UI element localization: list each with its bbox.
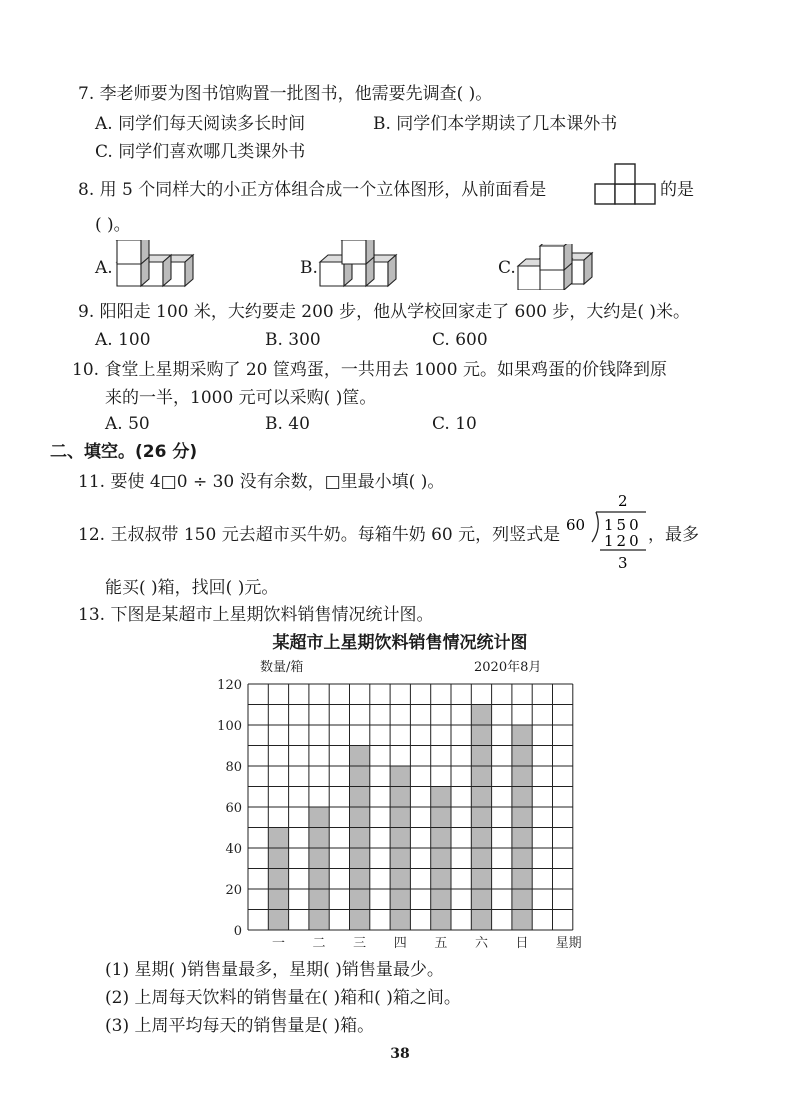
page-number: 38 xyxy=(390,1046,410,1062)
cube-figure-b-icon xyxy=(318,240,398,290)
x-tick-label: 一 xyxy=(271,936,285,951)
q8-option-a[interactable]: A. xyxy=(95,258,113,278)
cube-figure-a-icon xyxy=(115,240,195,290)
bar-5 xyxy=(431,787,451,931)
q8-stem-line2: ( )。 xyxy=(95,215,131,235)
y-tick-label: 0 xyxy=(233,924,242,939)
q9-stem: 9. 阳阳走 100 米，大约要走 200 步，他从学校回家走了 600 步，大约是( )米。 xyxy=(78,302,691,322)
cube-figure-c-icon xyxy=(516,244,596,290)
q10-option-c[interactable]: C. 10 xyxy=(432,414,477,434)
x-tick-label: 六 xyxy=(474,936,488,951)
division-dividend: 150 xyxy=(604,516,642,534)
q8-option-b[interactable]: B. xyxy=(300,258,318,278)
x-tick-label: 五 xyxy=(434,936,448,951)
q10-line1: 10. 食堂上星期采购了 20 筐鸡蛋，一共用去 1000 元。如果鸡蛋的价钱降到原 xyxy=(72,360,667,380)
q8-stem: 8. 用 5 个同样大的小正方体组合成一个立体图形，从前面看是 xyxy=(78,180,547,200)
q9-option-b[interactable]: B. 300 xyxy=(265,330,321,350)
section-2-title: 二、填空。(26 分) xyxy=(50,442,198,462)
x-axis-label: 星期 xyxy=(555,936,582,951)
division-remainder: 3 xyxy=(618,554,628,572)
x-tick-label: 三 xyxy=(353,936,367,951)
chart-y-label: 数量/箱 xyxy=(260,660,304,675)
q7-stem: 7. 李老师要为图书馆购置一批图书，他需要先调查( )。 xyxy=(78,84,493,104)
bar-1 xyxy=(268,828,288,931)
chart-date: 2020年8月 xyxy=(474,660,542,675)
bar-3 xyxy=(350,746,370,931)
x-tick-label: 日 xyxy=(515,936,529,951)
y-tick-label: 100 xyxy=(217,719,242,734)
long-division xyxy=(566,490,648,574)
q8-stem-after: 的是 xyxy=(660,180,694,200)
chart-title: 某超市上星期饮料销售情况统计图 xyxy=(272,633,528,653)
q13-sub-2: (2) 上周每天饮料的销售量在( )箱和( )箱之间。 xyxy=(105,988,461,1008)
y-tick-label: 80 xyxy=(225,760,242,775)
q9-option-c[interactable]: C. 600 xyxy=(432,330,488,350)
q9-option-a[interactable]: A. 100 xyxy=(95,330,151,350)
q8-option-c[interactable]: C. xyxy=(498,258,516,278)
y-tick-label: 120 xyxy=(217,678,242,693)
x-tick-label: 二 xyxy=(312,936,326,951)
division-quotient: 2 xyxy=(618,492,628,510)
q12-stem: 12. 王叔叔带 150 元去超市买牛奶。每箱牛奶 60 元，列竖式是 xyxy=(78,525,561,545)
front-view-icon xyxy=(594,162,656,206)
q10-option-b[interactable]: B. 40 xyxy=(265,414,310,434)
q11-stem: 11. 要使 4□0 ÷ 30 没有余数，□里最小填( )。 xyxy=(78,472,445,492)
y-tick-label: 60 xyxy=(225,801,242,816)
q7-option-a[interactable]: A. 同学们每天阅读多长时间 xyxy=(95,114,306,134)
q7-option-c[interactable]: C. 同学们喜欢哪几类课外书 xyxy=(95,142,306,162)
q12-line2: 能买( )箱，找回( )元。 xyxy=(105,578,279,598)
y-tick-label: 20 xyxy=(225,883,242,898)
q13-sub-3: (3) 上周平均每天的销售量是( )箱。 xyxy=(105,1016,375,1036)
bar-6 xyxy=(471,705,491,931)
division-product: 120 xyxy=(604,532,642,550)
q7-option-b[interactable]: B. 同学们本学期读了几本课外书 xyxy=(373,114,618,134)
division-divisor: 60 xyxy=(566,516,586,534)
q10-line2: 来的一半，1000 元可以采购( )筐。 xyxy=(105,388,377,408)
x-tick-label: 四 xyxy=(393,936,407,951)
q13-stem: 13. 下图是某超市上星期饮料销售情况统计图。 xyxy=(78,605,434,625)
q10-option-a[interactable]: A. 50 xyxy=(105,414,150,434)
bar-chart xyxy=(200,672,600,952)
q12-stem-after: ，最多 xyxy=(648,525,699,545)
q13-sub-1: (1) 星期( )销售量最多，星期( )销售量最少。 xyxy=(105,960,444,980)
y-tick-label: 40 xyxy=(225,842,242,857)
